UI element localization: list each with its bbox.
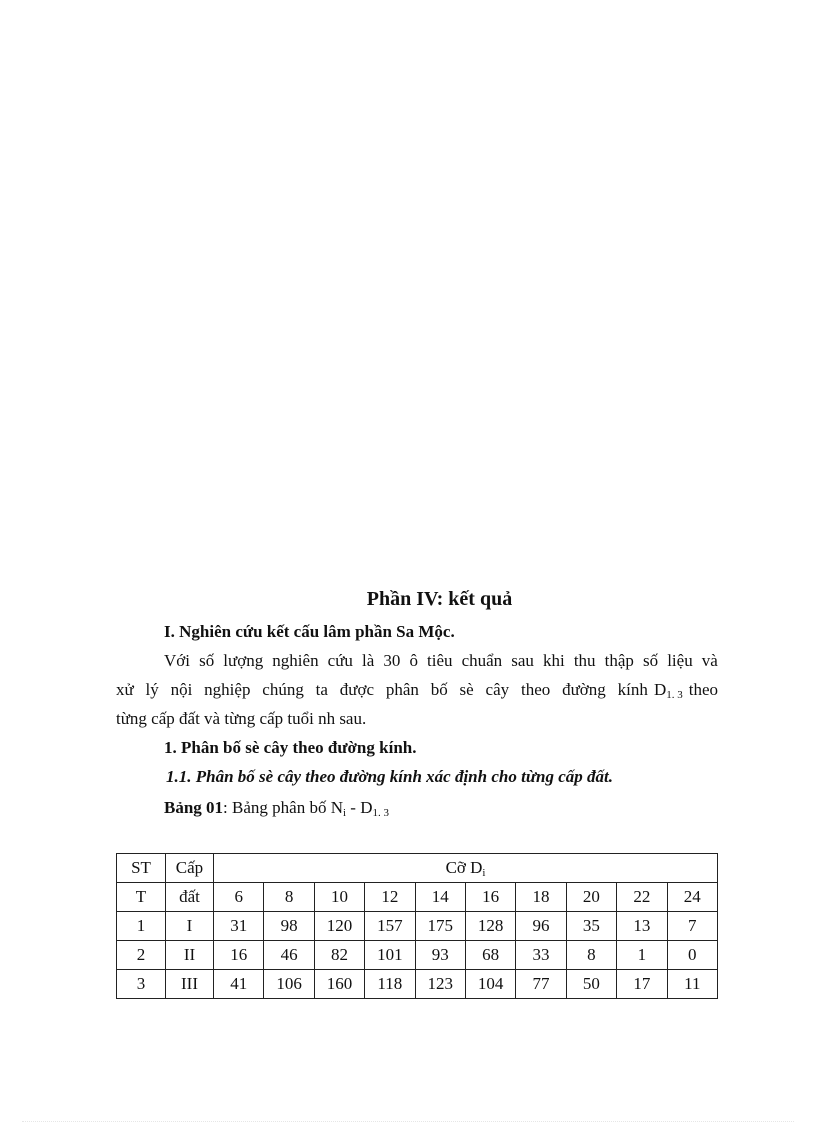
cell-value: 50	[566, 970, 616, 999]
table-row	[117, 941, 718, 970]
header-co-d-label: Cỡ D	[445, 858, 483, 877]
paragraph-line-2-symbol	[654, 680, 683, 700]
paragraph-word: theo	[520, 680, 551, 699]
header-stt-bottom: T	[117, 883, 166, 912]
cell-value: 16	[214, 941, 264, 970]
table-caption-label: Bảng 01	[164, 798, 224, 817]
table-row	[117, 912, 718, 941]
header-d-class: 6	[214, 883, 264, 912]
paragraph-word: 30	[383, 651, 401, 670]
header-co-d-sub: i	[482, 867, 486, 879]
cell-value: 160	[314, 970, 364, 999]
page-title: Phần IV: kết quả	[366, 588, 513, 610]
paragraph-word: thập	[604, 651, 634, 670]
cell-value: 31	[214, 912, 264, 941]
distribution-table	[116, 853, 718, 999]
header-d-class: 14	[415, 883, 465, 912]
cell-value: 0	[667, 941, 718, 970]
paragraph-line-2-end: theo	[688, 680, 718, 699]
paragraph-word: tiêu	[427, 651, 453, 670]
cell-value: 118	[365, 970, 415, 999]
header-d-class: 22	[617, 883, 667, 912]
caption-sub-13: 1. 3	[372, 807, 389, 819]
paragraph-word: liệu	[667, 651, 693, 670]
header-cap-bottom: đất	[166, 883, 214, 912]
paragraph-word: sau	[511, 651, 534, 670]
table-row	[117, 970, 718, 999]
paragraph-line-3: từng cấp đất và từng cấp tuổi nh sau.	[116, 709, 367, 728]
paragraph-line-1	[164, 651, 718, 671]
cell-stt: 2	[117, 941, 166, 970]
cell-value: 17	[617, 970, 667, 999]
cell-value: 98	[264, 912, 314, 941]
caption-dash: - D	[346, 798, 373, 817]
table-caption	[164, 798, 389, 818]
header-co-d	[214, 854, 718, 883]
cell-value: 33	[516, 941, 566, 970]
cell-value: 13	[617, 912, 667, 941]
header-d-class: 18	[516, 883, 566, 912]
cell-value: 93	[415, 941, 465, 970]
cell-value: 120	[314, 912, 364, 941]
header-d-class: 16	[465, 883, 515, 912]
header-d-class: 8	[264, 883, 314, 912]
cell-value: 123	[415, 970, 465, 999]
cell-cap-dat: III	[166, 970, 214, 999]
paragraph-word: cây	[485, 680, 510, 699]
table-header-row-1	[117, 854, 718, 883]
d-symbol-subscript: 1. 3	[666, 689, 683, 701]
header-d-class: 24	[667, 883, 718, 912]
paragraph-word: khi	[543, 651, 565, 670]
cell-cap-dat: I	[166, 912, 214, 941]
page-bottom-rule	[22, 1121, 794, 1122]
paragraph-word: lý	[145, 680, 159, 699]
paragraph-word: lượng	[223, 651, 264, 670]
paragraph-word: phân	[385, 680, 419, 699]
cell-value: 104	[465, 970, 515, 999]
paragraph-word: bố	[430, 680, 448, 699]
cell-value: 68	[465, 941, 515, 970]
paragraph-word: nghiên	[272, 651, 319, 670]
cell-value: 96	[516, 912, 566, 941]
subsubsection-heading: 1.1. Phân bố sè cây theo đường kính xác định cho từng cấp đất.	[166, 767, 613, 786]
paragraph-word: và	[701, 651, 718, 670]
cell-stt: 1	[117, 912, 166, 941]
cell-value: 41	[214, 970, 264, 999]
paragraph-word: số	[199, 651, 215, 670]
paragraph-word: số	[643, 651, 659, 670]
paragraph-word: xử	[116, 680, 134, 699]
paragraph-word: cứu	[327, 651, 353, 670]
paragraph-word: ta	[315, 680, 328, 699]
header-d-class: 10	[314, 883, 364, 912]
cell-stt: 3	[117, 970, 166, 999]
cell-value: 82	[314, 941, 364, 970]
paragraph-word: sè	[459, 680, 474, 699]
paragraph-word: chúng	[262, 680, 304, 699]
cell-value: 106	[264, 970, 314, 999]
cell-value: 157	[365, 912, 415, 941]
cell-value: 128	[465, 912, 515, 941]
cell-value: 35	[566, 912, 616, 941]
cell-value: 101	[365, 941, 415, 970]
table-header-row-2	[117, 883, 718, 912]
header-d-class: 20	[566, 883, 616, 912]
header-d-class: 12	[365, 883, 415, 912]
cell-cap-dat: II	[166, 941, 214, 970]
header-cap-top: Cấp	[166, 854, 214, 883]
header-stt-top: ST	[117, 854, 166, 883]
caption-sub-i: i	[342, 807, 347, 819]
paragraph-word: ô	[409, 651, 418, 670]
paragraph-word: là	[362, 651, 375, 670]
cell-value: 8	[566, 941, 616, 970]
section-heading: I. Nghiên cứu kết cấu lâm phần Sa Mộc.	[164, 622, 455, 641]
paragraph-line-2	[116, 680, 718, 700]
table-caption-text: : Bảng phân bố N	[223, 798, 343, 817]
cell-value: 7	[667, 912, 718, 941]
cell-value: 1	[617, 941, 667, 970]
paragraph-word: kính	[617, 680, 648, 699]
d-symbol: D	[653, 680, 667, 699]
cell-value: 175	[415, 912, 465, 941]
paragraph-word: được	[339, 680, 375, 699]
subsection-heading: 1. Phân bố sè cây theo đường kính.	[164, 738, 417, 757]
paragraph-word: nội	[170, 680, 193, 699]
paragraph-word: nghiệp	[204, 680, 251, 699]
cell-value: 77	[516, 970, 566, 999]
paragraph-word: thu	[573, 651, 596, 670]
paragraph-line-2-text	[116, 680, 648, 700]
paragraph-word: đường	[562, 680, 606, 699]
paragraph-word: Với	[164, 651, 190, 670]
paragraph-word: chuẩn	[461, 651, 503, 670]
cell-value: 11	[667, 970, 718, 999]
cell-value: 46	[264, 941, 314, 970]
